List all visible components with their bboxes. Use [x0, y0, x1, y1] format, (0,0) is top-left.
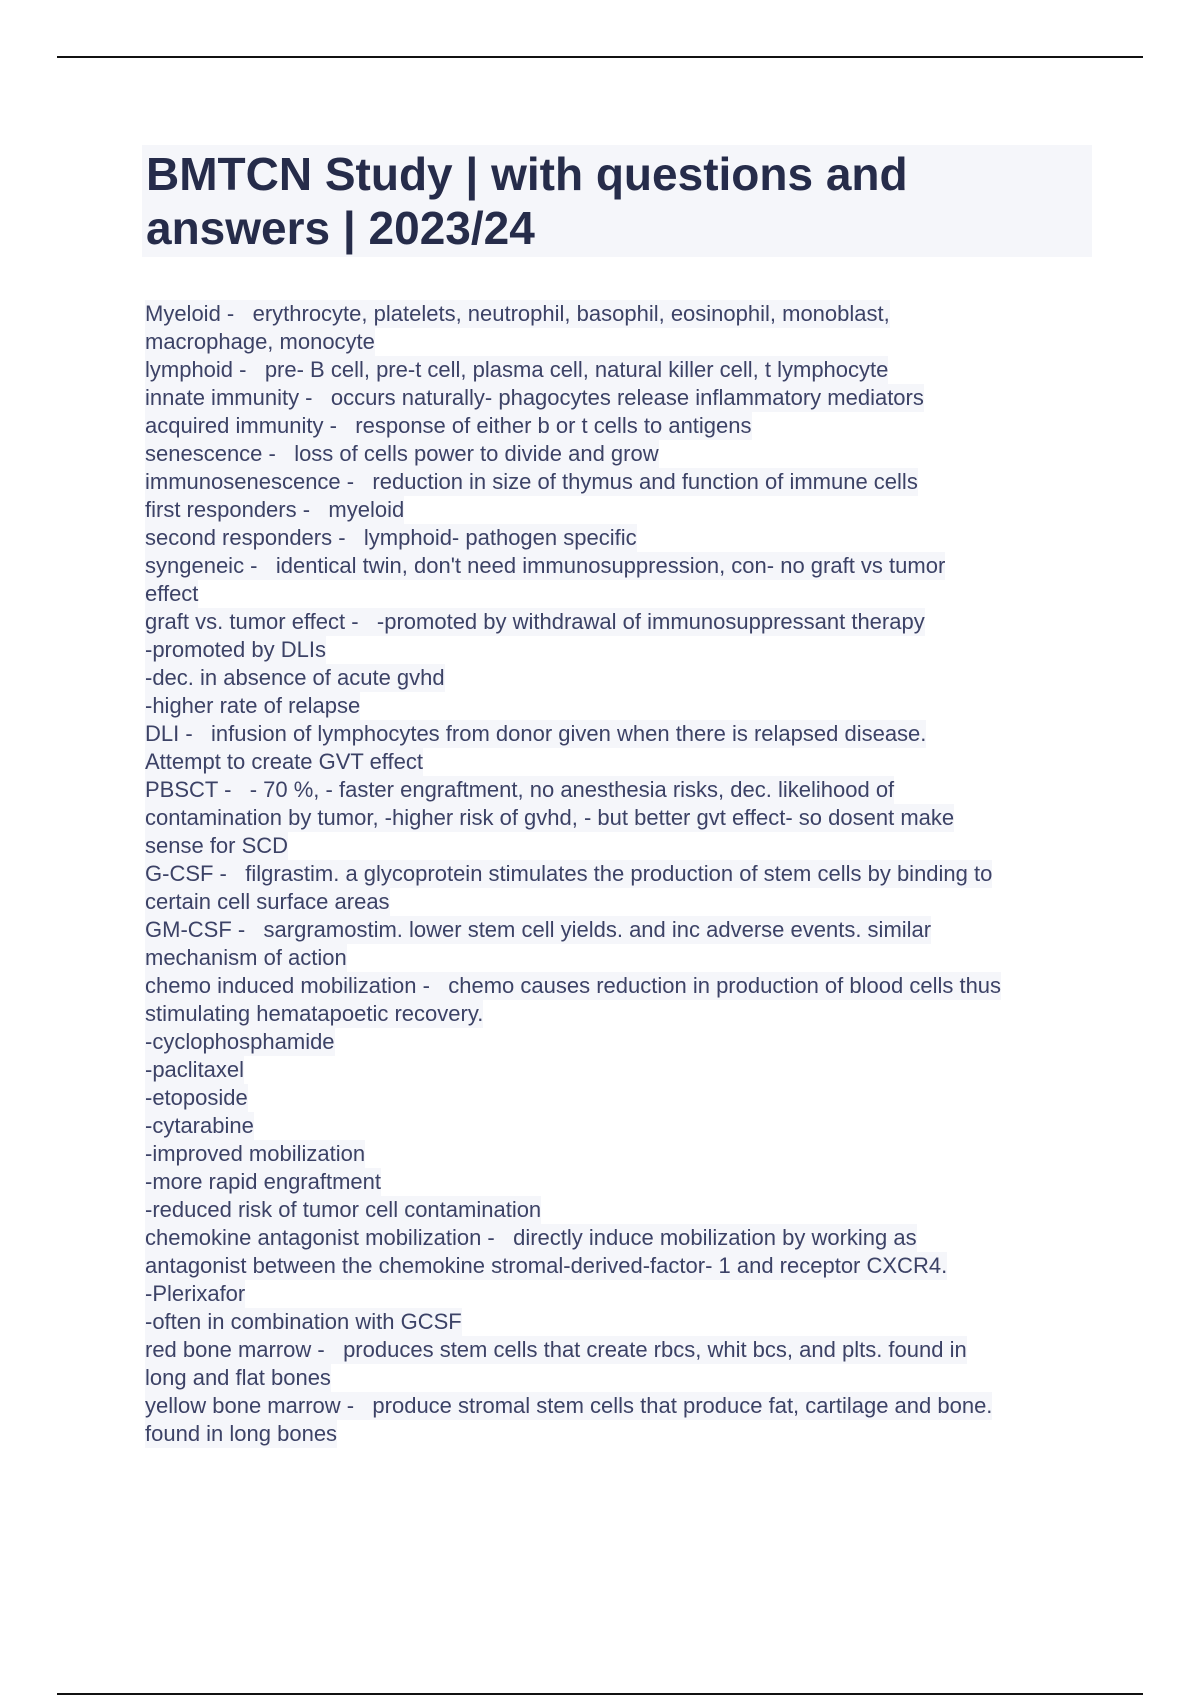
content-line: PBSCT - - 70 %, - faster engraftment, no anesthesia risks, dec. likelihood of [145, 777, 895, 802]
content-line: -often in combination with GCSF [145, 1309, 462, 1334]
study-content [145, 300, 1095, 1448]
content-line: contamination by tumor, -higher risk of gvhd, - but better gvt effect- so dosent make [145, 805, 955, 830]
content-line: G-CSF - filgrastim. a glycoprotein stimulates the production of stem cells by binding to [145, 861, 993, 886]
content-line: long and flat bones [145, 1365, 331, 1390]
content-line: graft vs. tumor effect - -promoted by withdrawal of immunosuppressant therapy [145, 609, 925, 634]
title-line-1: BMTCN Study | with questions and [146, 148, 908, 200]
content-line: -cytarabine [145, 1113, 254, 1138]
content-line: red bone marrow - produces stem cells that create rbcs, whit bcs, and plts. found in [145, 1337, 967, 1362]
bottom-rule [57, 1693, 1143, 1695]
content-line: first responders - myeloid [145, 497, 405, 522]
content-line: lymphoid - pre- B cell, pre-t cell, plasma cell, natural killer cell, t lymphocyte [145, 357, 889, 382]
content-line: -Plerixafor [145, 1281, 246, 1306]
content-line: chemokine antagonist mobilization - directly induce mobilization by working as [145, 1225, 917, 1250]
content-line: -promoted by DLIs [145, 637, 326, 662]
content-line: syngeneic - identical twin, don't need immunosuppression, con- no graft vs tumor [145, 553, 946, 578]
content-line: found in long bones [145, 1421, 338, 1446]
content-line: certain cell surface areas [145, 889, 390, 914]
content-line: -improved mobilization [145, 1141, 366, 1166]
content-line: second responders - lymphoid- pathogen specific [145, 525, 637, 550]
content-line: macrophage, monocyte [145, 329, 375, 354]
content-line: DLI - infusion of lymphocytes from donor given when there is relapsed disease. [145, 721, 927, 746]
content-line: yellow bone marrow - produce stromal stem cells that produce fat, cartilage and bone. [145, 1393, 993, 1418]
content-line: acquired immunity - response of either b or t cells to antigens [145, 413, 752, 438]
content-line: GM-CSF - sargramostim. lower stem cell yields. and inc adverse events. similar [145, 917, 932, 942]
content-line: mechanism of action [145, 945, 347, 970]
content-line: -paclitaxel [145, 1057, 245, 1082]
content-line: -reduced risk of tumor cell contamination [145, 1197, 542, 1222]
content-line: senescence - loss of cells power to divide and grow [145, 441, 659, 466]
content-line: -dec. in absence of acute gvhd [145, 665, 445, 690]
content-line: stimulating hematapoetic recovery. [145, 1001, 484, 1026]
content-line: innate immunity - occurs naturally- phagocytes release inflammatory mediators [145, 385, 924, 410]
content-line: -cyclophosphamide [145, 1029, 335, 1054]
top-rule [57, 56, 1143, 58]
title-block [142, 145, 1092, 257]
content-line: immunosenescence - reduction in size of thymus and function of immune cells [145, 469, 918, 494]
content-line: effect [145, 581, 199, 606]
content-line: Attempt to create GVT effect [145, 749, 423, 774]
content-line: -higher rate of relapse [145, 693, 361, 718]
title-line-2: answers | 2023/24 [146, 202, 535, 254]
content-line: chemo induced mobilization - chemo causes reduction in production of blood cells thus [145, 973, 1002, 998]
content-line: Myeloid - erythrocyte, platelets, neutrophil, basophil, eosinophil, monoblast, [145, 301, 890, 326]
page-title [142, 145, 1092, 255]
content-line: -more rapid engraftment [145, 1169, 381, 1194]
content-line: antagonist between the chemokine stromal-derived-factor- 1 and receptor CXCR4. [145, 1253, 948, 1278]
content-line: -etoposide [145, 1085, 248, 1110]
content-line: sense for SCD [145, 833, 289, 858]
